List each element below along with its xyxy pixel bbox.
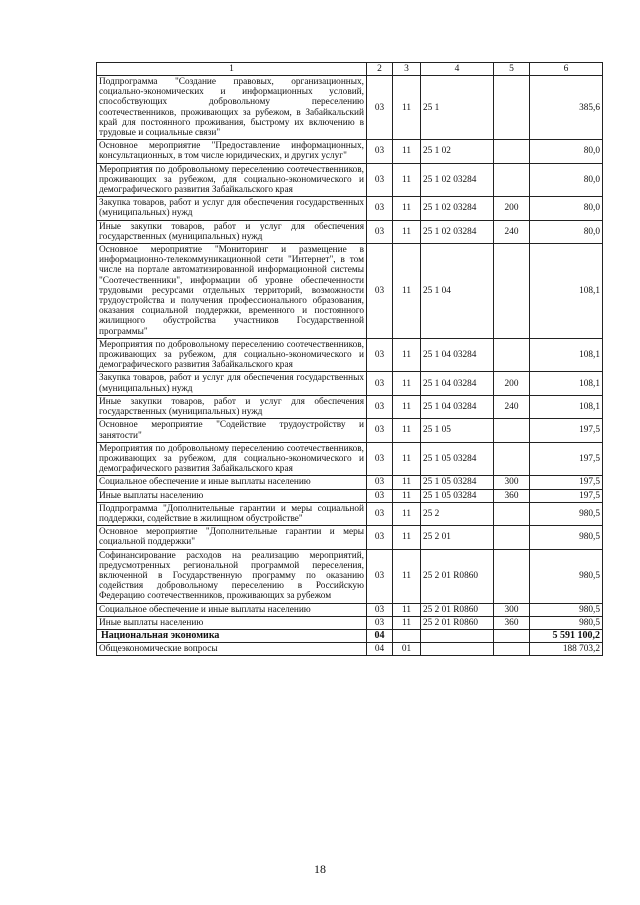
target-article-cell: 25 1 02 03284	[421, 163, 494, 197]
target-article-cell: 25 2 01 R0860	[421, 549, 494, 603]
target-article-cell: 25 2 01 R0860	[421, 603, 494, 616]
section-code-cell: 03	[367, 419, 393, 442]
column-header: 5	[494, 63, 530, 76]
row-name-cell: Иные выплаты населению	[97, 489, 367, 502]
section-code-cell: 03	[367, 197, 393, 220]
target-article-cell: 25 1 05 03284	[421, 442, 494, 476]
target-article-cell: 25 1 04 03284	[421, 338, 494, 372]
section-code-cell: 03	[367, 442, 393, 476]
amount-cell: 385,6	[530, 76, 603, 140]
subsection-code-cell: 11	[393, 616, 421, 629]
amount-cell: 80,0	[530, 163, 603, 197]
row-name-cell: Социальное обеспечение и иные выплаты населению	[97, 603, 367, 616]
table-row	[97, 549, 603, 603]
column-header: 1	[97, 63, 367, 76]
row-name-cell: Основное мероприятие "Мониторинг и размещение в информационно-телекоммуникационной сети "Интернет", в том числе на портале автоматизированной информационной системы "Соотечественники", информации об уровне обеспеченности трудовыми ресурсами отдельных территорий, возможности трудоустройства и получения профессионального образования, оказания социальной поддержки, временного и постоянного жилищного обустройства участников Государственной программы"	[97, 244, 367, 339]
row-name-cell: Мероприятия по добровольному переселению соотечественников, проживающих за рубежом, для социально-экономического и демографического развития Забайкальского края	[97, 338, 367, 372]
subsection-code-cell: 11	[393, 476, 421, 489]
table-row	[97, 372, 603, 395]
row-name-cell: Иные закупки товаров, работ и услуг для обеспечения государственных (муниципальных) нужд	[97, 220, 367, 243]
subsection-code-cell	[393, 629, 421, 642]
table-row	[97, 603, 603, 616]
row-name-cell: Социальное обеспечение и иные выплаты населению	[97, 476, 367, 489]
target-article-cell: 25 1 02	[421, 140, 494, 163]
target-article-cell: 25 1 04 03284	[421, 372, 494, 395]
section-code-cell: 03	[367, 220, 393, 243]
budget-table	[96, 62, 603, 656]
subsection-code-cell: 11	[393, 603, 421, 616]
amount-cell: 188 703,2	[530, 643, 603, 656]
table-row	[97, 476, 603, 489]
subsection-code-cell: 11	[393, 372, 421, 395]
section-code-cell: 03	[367, 76, 393, 140]
expense-type-cell	[494, 244, 530, 339]
subsection-code-cell: 11	[393, 338, 421, 372]
target-article-cell: 25 2 01 R0860	[421, 616, 494, 629]
amount-cell: 980,5	[530, 549, 603, 603]
section-code-cell: 03	[367, 163, 393, 197]
table-row	[97, 338, 603, 372]
amount-cell: 108,1	[530, 395, 603, 418]
section-code-cell: 04	[367, 643, 393, 656]
expense-type-cell	[494, 526, 530, 549]
section-code-cell: 03	[367, 395, 393, 418]
amount-cell: 108,1	[530, 338, 603, 372]
section-code-cell: 03	[367, 616, 393, 629]
amount-cell: 980,5	[530, 502, 603, 525]
subsection-code-cell: 11	[393, 244, 421, 339]
target-article-cell	[421, 629, 494, 642]
row-name-cell: Подпрограмма "Создание правовых, организационных, социально-экономических и информационных условий, способствующих добровольному переселению соотечественников, проживающих за рубежом, в Забайкальский край для постоянного проживания, быстрому их включению в трудовые и социальные связи"	[97, 76, 367, 140]
expense-type-cell	[494, 629, 530, 642]
expense-type-cell: 300	[494, 476, 530, 489]
target-article-cell: 25 1 05 03284	[421, 489, 494, 502]
subsection-code-cell: 11	[393, 163, 421, 197]
row-name-cell: Национальная экономика	[97, 629, 367, 642]
amount-cell: 80,0	[530, 220, 603, 243]
subsection-code-cell: 11	[393, 502, 421, 525]
subsection-code-cell: 11	[393, 442, 421, 476]
table-row	[97, 502, 603, 525]
amount-cell: 197,5	[530, 489, 603, 502]
table-row	[97, 220, 603, 243]
row-name-cell: Подпрограмма "Дополнительные гарантии и меры социальной поддержки, содействие в жилищном обустройстве"	[97, 502, 367, 525]
amount-cell: 980,5	[530, 616, 603, 629]
row-name-cell: Мероприятия по добровольному переселению соотечественников, проживающих за рубежом, для социально-экономического и демографического развития Забайкальского края	[97, 163, 367, 197]
target-article-cell: 25 1 02 03284	[421, 220, 494, 243]
section-code-cell: 03	[367, 244, 393, 339]
row-name-cell: Иные выплаты населению	[97, 616, 367, 629]
row-name-cell: Основное мероприятие "Предоставление информационных, консультационных, в том числе юридических, и других услуг"	[97, 140, 367, 163]
expense-type-cell	[494, 502, 530, 525]
amount-cell: 108,1	[530, 244, 603, 339]
target-article-cell: 25 1 05	[421, 419, 494, 442]
table-row	[97, 244, 603, 339]
column-header: 3	[393, 63, 421, 76]
section-code-cell: 03	[367, 338, 393, 372]
table-row	[97, 442, 603, 476]
subsection-code-cell: 11	[393, 220, 421, 243]
expense-type-cell: 360	[494, 616, 530, 629]
expense-type-cell	[494, 338, 530, 372]
expense-type-cell	[494, 419, 530, 442]
amount-cell: 197,5	[530, 419, 603, 442]
subsection-code-cell: 11	[393, 549, 421, 603]
subsection-code-cell: 11	[393, 76, 421, 140]
row-name-cell: Закупка товаров, работ и услуг для обеспечения государственных (муниципальных) нужд	[97, 197, 367, 220]
row-name-cell: Основное мероприятие "Содействие трудоустройству и занятости"	[97, 419, 367, 442]
page-number: 18	[314, 862, 326, 876]
table-row	[97, 616, 603, 629]
subsection-code-cell: 01	[393, 643, 421, 656]
subsection-code-cell: 11	[393, 140, 421, 163]
expense-type-cell: 360	[494, 489, 530, 502]
table-row	[97, 526, 603, 549]
section-code-cell: 03	[367, 140, 393, 163]
expense-type-cell: 240	[494, 395, 530, 418]
column-header: 4	[421, 63, 494, 76]
column-header: 6	[530, 63, 603, 76]
target-article-cell	[421, 643, 494, 656]
amount-cell: 80,0	[530, 197, 603, 220]
target-article-cell: 25 2	[421, 502, 494, 525]
table-header-row	[97, 63, 603, 76]
expense-type-cell	[494, 442, 530, 476]
expense-type-cell	[494, 76, 530, 140]
section-code-cell: 03	[367, 603, 393, 616]
table-row	[97, 419, 603, 442]
expense-type-cell	[494, 163, 530, 197]
expense-type-cell: 200	[494, 372, 530, 395]
amount-cell: 980,5	[530, 526, 603, 549]
row-name-cell: Закупка товаров, работ и услуг для обеспечения государственных (муниципальных) нужд	[97, 372, 367, 395]
table-row	[97, 489, 603, 502]
budget-table-body	[97, 63, 603, 656]
table-row	[97, 395, 603, 418]
table-row	[97, 163, 603, 197]
amount-cell: 197,5	[530, 476, 603, 489]
table-row	[97, 643, 603, 656]
section-code-cell: 03	[367, 489, 393, 502]
target-article-cell: 25 1	[421, 76, 494, 140]
amount-cell: 80,0	[530, 140, 603, 163]
row-name-cell: Основное мероприятие "Дополнительные гарантии и меры социальной поддержки"	[97, 526, 367, 549]
section-code-cell: 03	[367, 549, 393, 603]
amount-cell: 197,5	[530, 442, 603, 476]
section-code-cell: 03	[367, 372, 393, 395]
subsection-code-cell: 11	[393, 197, 421, 220]
target-article-cell: 25 2 01	[421, 526, 494, 549]
section-code-cell: 04	[367, 629, 393, 642]
subsection-code-cell: 11	[393, 526, 421, 549]
expense-type-cell	[494, 549, 530, 603]
target-article-cell: 25 1 04	[421, 244, 494, 339]
amount-cell: 108,1	[530, 372, 603, 395]
expense-type-cell	[494, 140, 530, 163]
expense-type-cell: 240	[494, 220, 530, 243]
table-row	[97, 76, 603, 140]
section-code-cell: 03	[367, 502, 393, 525]
expense-type-cell: 200	[494, 197, 530, 220]
row-name-cell: Иные закупки товаров, работ и услуг для обеспечения государственных (муниципальных) нужд	[97, 395, 367, 418]
table-row	[97, 629, 603, 642]
subsection-code-cell: 11	[393, 489, 421, 502]
target-article-cell: 25 1 02 03284	[421, 197, 494, 220]
row-name-cell: Софинансирование расходов на реализацию мероприятий, предусмотренных региональной программой переселения, включенной в Государственную программу по оказанию содействия добровольному переселению в Российскую Федерацию соотечественников, проживающих за рубежом	[97, 549, 367, 603]
table-row	[97, 140, 603, 163]
expense-type-cell: 300	[494, 603, 530, 616]
target-article-cell: 25 1 05 03284	[421, 476, 494, 489]
table-row	[97, 197, 603, 220]
amount-cell: 5 591 100,2	[530, 629, 603, 642]
subsection-code-cell: 11	[393, 419, 421, 442]
amount-cell: 980,5	[530, 603, 603, 616]
row-name-cell: Общеэкономические вопросы	[97, 643, 367, 656]
section-code-cell: 03	[367, 526, 393, 549]
column-header: 2	[367, 63, 393, 76]
target-article-cell: 25 1 04 03284	[421, 395, 494, 418]
row-name-cell: Мероприятия по добровольному переселению соотечественников, проживающих за рубежом, для социально-экономического и демографического развития Забайкальского края	[97, 442, 367, 476]
section-code-cell: 03	[367, 476, 393, 489]
expense-type-cell	[494, 643, 530, 656]
subsection-code-cell: 11	[393, 395, 421, 418]
